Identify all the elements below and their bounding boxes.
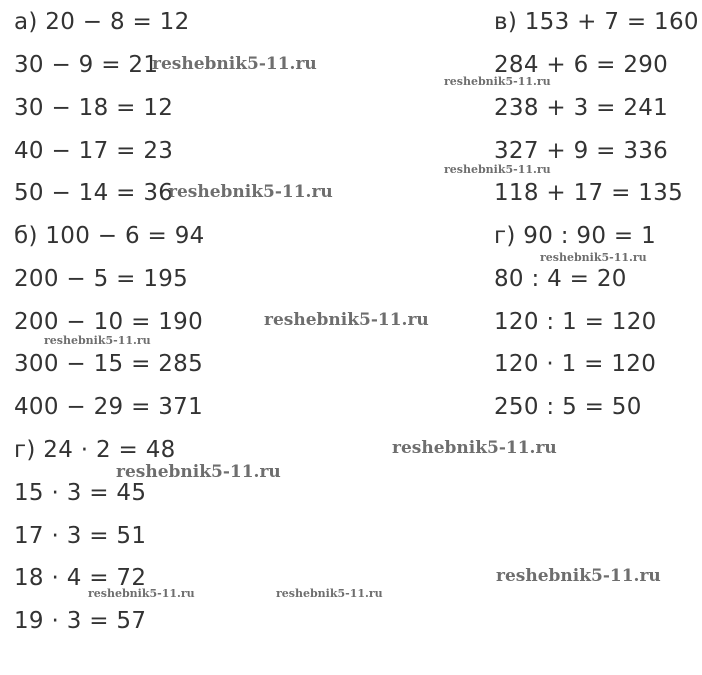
equation-left-7: 200 − 5 = 195 (14, 266, 189, 292)
equation-right-4: 327 + 9 = 336 (494, 138, 669, 164)
watermark: reshebnik5-11.ru (444, 75, 551, 88)
watermark: reshebnik5-11.ru (496, 566, 661, 586)
watermark: reshebnik5-11.ru (540, 251, 647, 264)
equation-right-6: г) 90 : 90 = 1 (494, 223, 656, 249)
watermark: reshebnik5-11.ru (168, 182, 333, 202)
equation-left-11: г) 24 · 2 = 48 (14, 437, 176, 463)
watermark: reshebnik5-11.ru (116, 462, 281, 482)
equation-left-15: 19 · 3 = 57 (14, 608, 147, 634)
watermark: reshebnik5-11.ru (444, 163, 551, 176)
equation-left-5: 50 − 14 = 36 (14, 180, 174, 206)
equation-left-10: 400 − 29 = 371 (14, 394, 204, 420)
equation-left-12: 15 · 3 = 45 (14, 480, 147, 506)
equation-right-3: 238 + 3 = 241 (494, 95, 669, 121)
equation-left-4: 40 − 17 = 23 (14, 138, 174, 164)
equation-left-8: 200 − 10 = 190 (14, 309, 204, 335)
equation-left-3: 30 − 18 = 12 (14, 95, 174, 121)
watermark: reshebnik5-11.ru (88, 587, 195, 600)
equation-left-14: 18 · 4 = 72 (14, 565, 147, 591)
equation-left-1: а) 20 − 8 = 12 (14, 9, 190, 35)
equation-right-10: 250 : 5 = 50 (494, 394, 642, 420)
equation-left-13: 17 · 3 = 51 (14, 523, 147, 549)
equation-left-6: б) 100 − 6 = 94 (14, 223, 205, 249)
watermark: reshebnik5-11.ru (152, 54, 317, 74)
equation-right-8: 120 : 1 = 120 (494, 309, 657, 335)
watermark: reshebnik5-11.ru (264, 310, 429, 330)
equation-right-7: 80 : 4 = 20 (494, 266, 627, 292)
watermark: reshebnik5-11.ru (276, 587, 383, 600)
equation-right-9: 120 · 1 = 120 (494, 351, 657, 377)
equation-right-1: в) 153 + 7 = 160 (494, 9, 699, 35)
equation-right-5: 118 + 17 = 135 (494, 180, 684, 206)
watermark: reshebnik5-11.ru (44, 334, 151, 347)
watermark: reshebnik5-11.ru (392, 438, 557, 458)
equation-left-2: 30 − 9 = 21 (14, 52, 159, 78)
equation-right-2: 284 + 6 = 290 (494, 52, 669, 78)
equation-left-9: 300 − 15 = 285 (14, 351, 204, 377)
